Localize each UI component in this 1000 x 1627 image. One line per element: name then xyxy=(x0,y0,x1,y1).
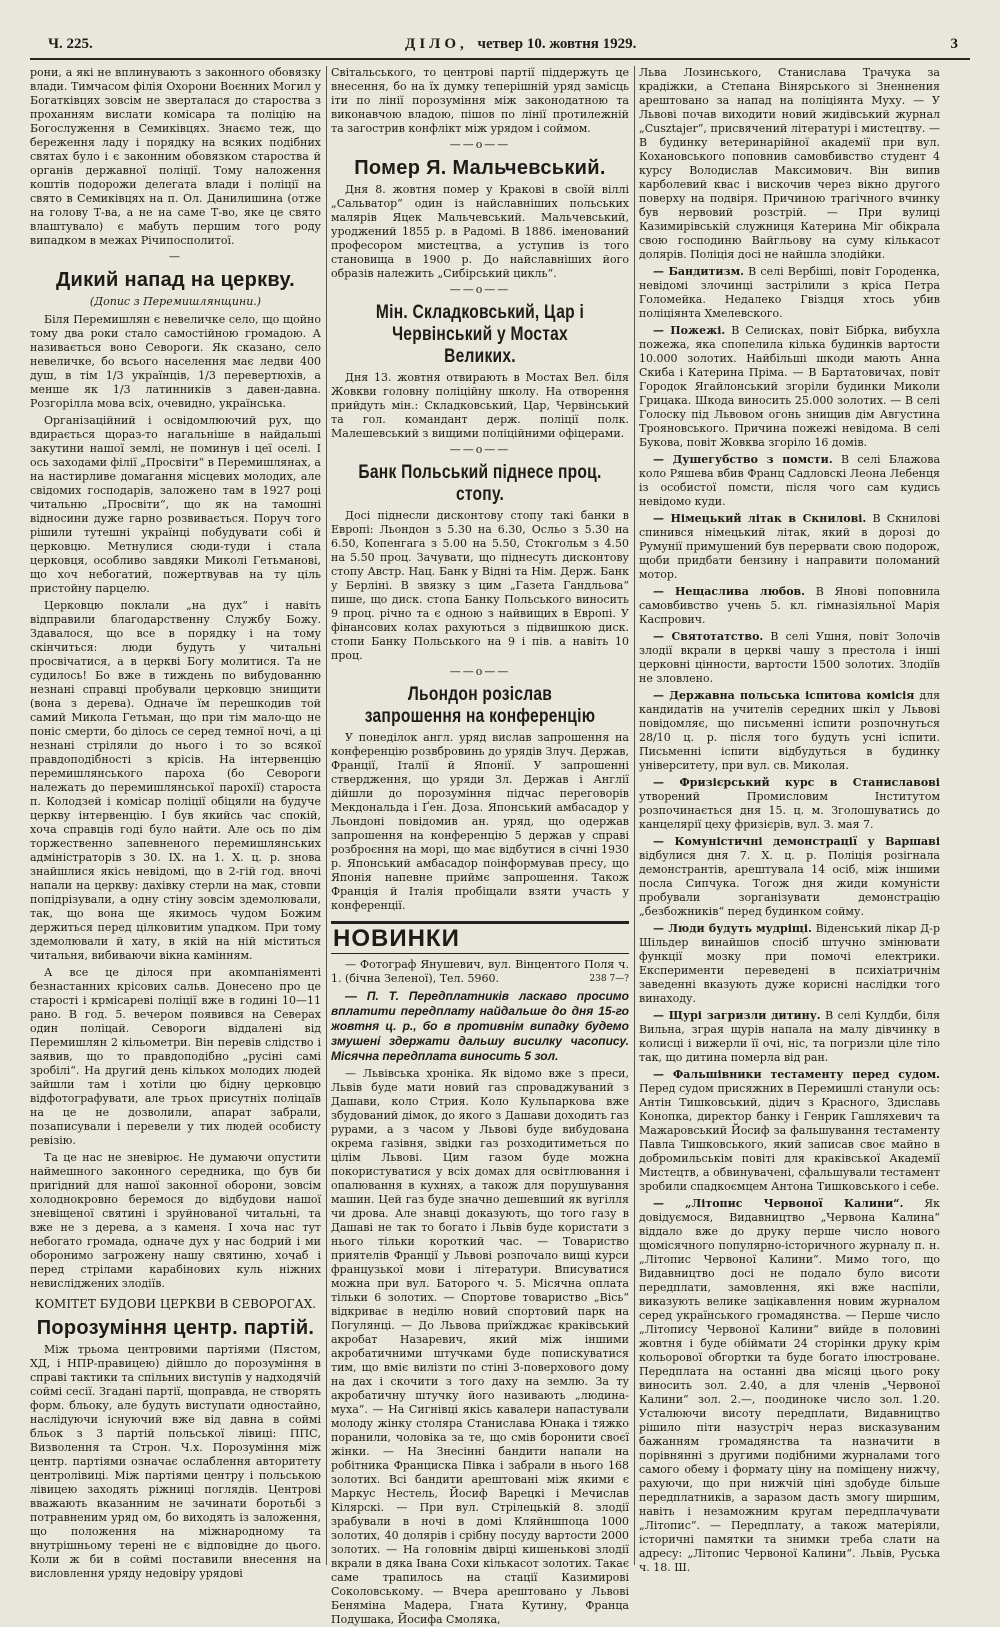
news-headline: — Святотатство. xyxy=(653,630,764,643)
article-continuation: Льва Лозинського, Станислава Трачука за крадіжки, а Степана Вінярського зі Зненнения арештовано за напад на поліціянта Муху. — У Львові почав виходити новий жидівський журнал „Cusztajer“, присвячений літературі і мистецтву. — В будинку ветеринарійної академії при вул. Кохановського поповнив самовбивство студент 4 курсу Володислав Максимович. Він випив карболевий квас і вискочив через вікно другого поверху на подвіря. Причиною трагічного вчинку був нервовий розстрій. — При вулиці Казимирівській служниця Катерина Міг обікрала свою господиню Вайгльову на суму кількасот долярів. Поліція досі не найшла злодійки. xyxy=(639,66,940,261)
news-text: В селі Кулдби, біля Вильна, зграя щурів напала на малу дівчинку в колисці і вижерли її очі, ніс, та погризли ціле тіло так, що дитина померла від ран. xyxy=(639,1009,941,1064)
article-paragraph: Дня 8. жовтня помер у Кракові в своїй віллі „Сальватор“ один із найславніших польських малярів Яцек Мальчевський. Мальчевський, уроджений 1855 р. в Радомі. В 1886. іменований професором мистецтва, а уступив із того становища в 1900 р. До найславніших його образів належить „Сибірський цикль“. xyxy=(331,183,629,280)
article-signature: КОМІТЕТ БУДОВИ ЦЕРКВИ В СЕВОРОГАХ. xyxy=(34,1297,317,1311)
news-text: В селі Блажова коло Ряшева вбив Франц Садловскі Леона Лебенця із особистої помсти, після чого сам кудись невідомо куди. xyxy=(639,453,941,508)
article-dateline: (Допис з Перемишлянщини.) xyxy=(89,295,262,308)
section-rubric: НОВИНКИ xyxy=(331,921,629,954)
news-item xyxy=(639,585,940,627)
article-title: Дикий напад на церкву. xyxy=(55,269,296,291)
news-item xyxy=(639,512,940,582)
news-item xyxy=(639,776,940,832)
news-item xyxy=(639,1197,940,1575)
subscriber-notice: — П. Т. Передплатників ласкаво просимо вплатити передплату найдальше до дня 15-го жовтня ц. р., бо в противнім випадку будемо змушені здержати дальшу висилку часопису. Місячна передплата виносить 5 зол. xyxy=(331,989,629,1063)
news-headline: — „Літопис Червоної Калини“. xyxy=(653,1197,904,1210)
news-headline: — Фальшівники тестаменту перед судом. xyxy=(653,1068,940,1081)
issue-number: Ч. 225. xyxy=(48,36,93,52)
column-1 xyxy=(30,66,321,1580)
page-number: 3 xyxy=(950,36,958,52)
advertisement xyxy=(331,958,629,986)
article-continuation: рони, а які не вплинувають з законного обовязку влади. Тимчасом філія Охорони Воєнних Могил у Богатківцях зовсім не зверталася до староства з проханням вислати комісара та поліцію на Богослуження в Семиківцях. Знаємо теж, що береження ладу і порядку на всяких подібних святах було і є законним обовязком староства й органів державної поліції. Тому наложення коштів подорожи делегата влади і поліції на свято в Семиківцях на п. Ол. Данилишина (отже на голову Т-ва, а не на саме Т-во, яке це свято влаштувало) є мабуть першим того роду випадком в межах Річипосполитої. xyxy=(30,66,321,247)
news-text: Віденський лікар Д-р Шільдер винайшов спосіб штучно змінювати функції мозку при помочі електрики. Експерименти переведені в психіатричнім заведенні вказують дуже корисні наслідки того винаходу. xyxy=(639,922,941,1005)
separator: — xyxy=(169,250,182,263)
article-title: Порозуміння центр. партій. xyxy=(36,1317,315,1339)
column-3 xyxy=(639,66,941,1574)
column-rule xyxy=(326,66,327,1565)
news-headline: — Люди будуть мудріщі. xyxy=(653,922,812,935)
news-item: — Львівська хроніка. Як відомо вже з преси, Львів буде мати новий газ спроваджуваний з Дашави, коло Стрия. Коло Кульпаркова вже збудований дімок, до якого з Дашави доходить газ рурами, а з часом у Львові буде вибудована окрема газівня, звідки газ розходитиметься по цілім Львові. Цим газом буде можна покористуватися у всіх домах для освітлювання і опалювання в кухнях, а також для порушування машин. Цей газ буде значно дешевший як вугілля чи дрова. Але знавці доказують, що того газу в Дашаві не так то богато і Львів буде користати з нього тільки короткий час. — Товариство приятелів Франції у Львові розпочало вищі курси французької мови і літератури. Вписуватися можна при вул. Баторого ч. 5. Місячна оплата тільки 6 золотих. — Спортове товариство „Вісь“ відкриває в неділю новий спортовий парк на Погулянці. — До Львова приїжджає краківський акробат Назаревич, який між іншими акробатичними штучками буде попискуватися тим, що вміє вилізти по стіні 3-поверхового дому на дах і скочити з того даху на землю. За ту акробатичну штучку його називають „людина-муха“. — На Сигнівці якісь кавалери напастували молоду жінку столяра Станислава Юнака і тяжко поранили, чоловіка за те, що смів боронити своєї жінки. — На Знесінні бандити напали на робітника Франциска Півка і забрали в нього 168 золотих. Всі бандити арештовані між якими є Маркус Нестель, Йосиф Варецкі і Мечислав Кілярскі. — При вул. Стрілецькій 8. злодії зрабували в ночі в домі Кляйншпоца 1000 золотих, 40 долярів і срібну посуду вартости 2000 золотих. — На головнім двірці кишенькові злодії вкрали в дяка Івана Сохи кількасот золотих. Такає саме трапилось на стації Казимирові Соколовському. — Вчера арештовано у Львові Беняміна Мадера, Гната Кутину, Франца Подушака, Йосифа Смоляка, xyxy=(331,1067,629,1626)
news-item xyxy=(639,835,940,919)
news-headline: — Щурі загризли дитину. xyxy=(653,1009,821,1022)
article-paragraph: Досі піднесли дисконтову стопу такі банки в Европі: Льондон з 5.30 на 6.30, Осльо з 5.30 на 6.50, Копенгага з 5.00 на 5.50, Стокгольм з 4.50 на 5.50 проц. Зачувати, що піднесуть дисконтову стопу Австр. Нац. Банк у Відні та Нім. Держ. Банк у Берліні. В звязку з цим „Газета Гандльова“ пише, що диск. стопа Банку Польського виносить 9 проц. річно та є одною з найвищих в Европі. У фінансових колах рахуються з підвишкою диск. стопи Банку Польського на 9 і пів. а навіть 10 проц. xyxy=(331,509,629,662)
news-text: Як довідуємося, Видавництво „Червона Калина“ віддало вже до друку перше число нового щомісячного популярно-історичного журналу п. н. „Літопис Червоної Калини“. Мимо того, що Видавництво досі не подало було висоти передплати, замовлення, які вже наспіли, виказують велике зацікавлення новим журналом серед українського громадянства. — Перше число „Літопису Червоної Калини“ вийде в половині жовтня і буде обіймати 24 сторінки друку крім кольорової обгортки та буде богато ілюстроване. Передплата на останні два місяці цього року виносить зол. 2.40, а для членів „Червоної Калини“ зол. 2.—, поодиноке число зол. 1.20. Усталюючи висоту передплати, Видавництво рішило піти назустріч нераз висказуваним бажанням громадянства та назначити в порівнянні з другими подібними журналами того самого обему і формату ціну на поміщену нижчу, рахуючи, що при нижчій ціні здобуде більше передплатників, а заразом дасть змогу ширшим, навіть і незаможним кругам передплачувати „Літопис“. — Передплату, а також матеріяли, історичні памятки та знимки треба слати на адресу: „Літопис Червоної Калини“. Львів, Руська ч. 18. Ш. xyxy=(639,1197,940,1574)
news-text: В селі Ушня, повіт Золочів злодії вкрали в церкві чашу з престола і інші церковні цінности, вартости 1500 золотих. Злодіїв не зловлено. xyxy=(639,630,941,685)
separator: ——o—— xyxy=(449,443,511,456)
column-2 xyxy=(331,66,629,1626)
article-paragraph: Біля Перемишлян є невеличке село, що щойно тому два роки стало самостійною громадою. А називається воно Севороги. Як сказано, село невеличке, бо всього населення має ледви 400 душ, в тім 1/3 українців, 1/3 перевертюхів, а менше як 1/3 латинників з давен-давна. Розгорілла мова всіх, очевидно, українська. xyxy=(30,313,321,410)
news-text: відбулися дня 7. Х. ц. р. Поліція розігнала демонстрантів, арештувала 14 осіб, між іншими посла Сипчука. Тогож дня жиди комуністи пробували зорганізувати демонстрацію „безбожників“ перед будинком сойму. xyxy=(639,849,940,918)
news-text: утворений Промисловим Інститутом розпочинається дня 15. ц. м. Зголошуватись до канцелярії цеху фризієрів, вул. З. мая 7. xyxy=(639,790,940,831)
news-headline: — Державна польська іспитова комісія xyxy=(653,689,915,702)
news-headline: — Нещаслива любов. xyxy=(653,585,806,598)
article-paragraph: Та це нас не зневірює. Не думаючи опустити наймешного законного середника, що був би пригідний для нашої законної оборони, зовсім холоднокровно беремося до відбудови нашої зневіщеної святині і зруйнованої читальні, та вже не з дерева, а з каменя. І хоча нас тут небогато громада, одначе дух у нас бодрий і ми оборонимо загрожену нашу святиню, хочаб і перед стрілами карабінових куль ніжних невисліджених злодіїв. xyxy=(30,1151,321,1290)
issue-date: четвер 10. жовтня 1929. xyxy=(477,36,637,52)
article-title: Банк Польський піднесе проц. стопу. xyxy=(358,462,602,505)
news-headline: — Душегубство з помсти. xyxy=(653,453,833,466)
news-text: В Селисках, повіт Бібрка, вибухла пожежа, яка спопелила кілька будинків вартости 10.000 золотих. Найбільші шкоди мають Анна Скиба і Катерина Пріма. — В Бартатовичах, повіт Городок Ягайлонський згоріли будинки Миколи Грицака. Шкода виносить 25.000 золотих. — В селі Голоску під Львовом огонь знищив дім Августина Трояновського. Причина пожежі невідома. В селі Букова, повіт Жовква згоріло 16 домів. xyxy=(639,324,940,449)
article-title: Мін. Складковський, Цар і Червінський у Мостах Великих. xyxy=(375,302,585,367)
masthead xyxy=(405,36,636,53)
page-header xyxy=(30,32,970,60)
newspaper-title: ДІЛО, xyxy=(405,36,468,52)
news-text: В селі Вербіші, повіт Городенка, невідомі злочинці застрілили з кріса Петра Голомейка. Недалеко Гвіздця хтось убив поліціянта Хмелевского. xyxy=(639,265,941,320)
news-item xyxy=(639,324,940,450)
ad-text: — Фотограф Янушевич, вул. Вінцентого Поля ч. 1. (бічна Зеленої), Тел. 5960. xyxy=(331,958,629,985)
article-title: Помер Я. Мальчевський. xyxy=(354,157,606,179)
news-text: Перед судом присяжних в Перемишлі станули ось: Антін Тишковський, дідич з Красного, Здиславь Конопка, директор банку і Генрик Гашляхевич та Мажаровський Йосиф за фальшування тестаменту Павла Тишковського, який записав своє майно в добромильськім повіті для краківської Академії Мистецтв, а обвинувачені, сфальшували тестамент зробили спадкоємцем Антона Тишковського і себе. xyxy=(639,1082,940,1193)
article-paragraph: Церковцю поклали „на дух“ і навіть відправили благодарственну Службу Божу. Здавалося, що все в порядку і на тому скінчиться: люди будуть у читальні просвічатися, а в церкві Богу молитися. Та не судилось! Бо вже в тиждень по вибудованню незнані справці пробували церковцю знищити (вона з дерева). Одначе їм перешкодив той самий Микола Гетьман, що при тім мало-що не поніс смерти, бо ділось се серед темної ночі, а ці незнані стріляли до нього і то зо всякої правдоподібності з крісів. На інтервенцію перемишлянського пароха (бо Севороги належать до перемишлянської парохії) староста п. Колодзей і комісар поліції обіцяли на будуче церкву інтервенцію. І був якийсь час спокій, хоча справців годі було найти. Але ось по дім торжественно запевненого перемишлянських адміністраторів з 30. IX. на 1. X. ц. р. знова знайшлися якісь невідомі, що в 2-гій год. вночі напали на церкву: дахівку стерли на мак, стовпи попідрізували, а одну стіну зовсім здемолювали, так, що вона ще якимось чудом Божим держиться перед цілковитим упадком. При тому здемолювали й хату, в якій на ній міститься читальня, вибиваючи вікна камінням. xyxy=(30,599,321,962)
news-item xyxy=(639,922,940,1006)
news-item xyxy=(639,1009,940,1065)
article-continuation: Світальського, то центрові партії піддержуть це внесення, бо на їх думку теперішній уряд замісць іти по лінії порозуміння між законодатною та виконавчою владою, пішов по лінії протилежній та загострив конфлікт між урядом і соймом. xyxy=(331,66,629,135)
article-paragraph: Дня 13. жовтня отвирають в Мостах Вел. біля Жовкви головну поліційну школу. На отворення прийдуть мін.: Складковський, Цар, Червінський та гол. командант держ. поліції полк. Малешевський з вищими поліційними офіцерами. xyxy=(331,371,629,440)
news-item xyxy=(639,453,940,509)
article-title: Льондон розіслав запрошення на конференцію xyxy=(364,684,596,727)
column-rule xyxy=(634,66,635,1565)
separator: ——o—— xyxy=(449,283,511,296)
article-paragraph: У понеділок англ. уряд вислав запрошення на конференцію розвбровинь до урядів Злуч. Держав, Франції, Італії й Японії. У запрошенні ствердження, що уряди Зл. Держав і Англії дійшли до порозуміння підчас переговорів Мекдональда і Ґен. Доза. Японський амбасадор у Льондоні повідомив ан. уряд, що одержав запрошення на конференцію 5 держав у справі розброєння на морі, що має відбутися в січні 1930 р. Японський амбасадор поінформував пресу, що Японія напевне приймє запрошення. Також Франція й Італія пробіщали взяти участь у конференції. xyxy=(331,731,629,912)
news-headline: — Комуністичні демонстрації у Варшаві xyxy=(653,835,940,848)
news-item xyxy=(639,630,940,686)
news-headline: — Німецький літак в Скнилові. xyxy=(653,512,867,525)
separator: ——o—— xyxy=(449,665,511,678)
news-text: В Скнилові спинився німецький літак, який в дорозі до Румунії примушений був перервати свою подорож, щоби придбати бензину і направити поломаний мотор. xyxy=(639,512,940,581)
separator: ——o—— xyxy=(449,138,511,151)
ad-code: 238 7—? xyxy=(589,974,629,984)
news-item xyxy=(639,689,940,773)
news-headline: — Бандитизм. xyxy=(653,265,744,278)
news-text: В Янові поповнила самовбивство учень 5. кл. гімназіяльної Марія Каспрович. xyxy=(639,585,941,626)
news-text: для кандидатів на учителів середних шкіл у Львові повідомляє, що письменні іспити розпочнуться 28/10 ц. р. після того будуть усні іспити. Письменні іспити відбудуться в будинку університету, при вул. св. Миколая. xyxy=(639,689,941,772)
news-item xyxy=(639,265,940,321)
article-paragraph: Між трьома центровими партіями (Пястом, ХД, і НПР-правицею) дійшло до порозуміння в справі тактики та спільних виступів у надходячій соймі сесії. Згадані партії, щоправда, не створять форм. бльоку, але будуть виступати одностайно, наслідуючи існуючий вже від давна в соймі бльок з 3 партій польської лівиці: ППС, Визволення та Строн. Ч.х. Порозуміння між центр. партіями означає ослаблення авторитету центролівиці. Між партіями центру і польською лівицею заходять ріжниці поглядів. Центрові вважають вказанним не зачинати боротьбі з потравненим уряд ом, бо виходять із заложення, що положення на міжнародному та внутрішньому терені не є відповідне до цього. Коли ж би в соймі поставили внесення на висловлення уряду недовіру урядові xyxy=(30,1343,321,1580)
article-paragraph: А все це ділося при акомпаніяменті безнастанних крісових сальв. Донесено про це старості і крмісареві поліції вже в годині 10—11 рано. В год. 5. вечером появився на Северах один поліцай. Севороги віддалені від Перемишлян 2 кільометри. Він перевів слідство і заявив, що то правдоподібно „русіні самі зробілі“. На другий день кількох молодих людей зайшли там і хотіли цю бідну церковцю відфотографувати, але трьох присутніх поліцаїв на це не дозволили, апарат забрали, позаписували і перевели у тих людей особисту ревізію. xyxy=(30,966,321,1147)
news-item xyxy=(639,1068,940,1194)
article-paragraph: Організаційний і освідомлюючий рух, що вдирається щораз-то нагальніше в найдальші закутини нашої землі, не поминув і цеї оселі. І ось заходами філії „Просвіти“ в Перемишлянах, а на настирливе домагання місцевих молодих, але свідомих господарів, заложено там в 1927 році читальню „Просвіти“, що як на тамошні відносини дуже гарно розвивається. Поруч того рішили тутешні українці побудувати собі й церковцю. Метнулися сюди-туди і стала церковця, особливо завдяки Миколі Гетьманові, що хоч небогатий, пожертвував на ту ціль пристойну парцелю. xyxy=(30,414,321,595)
news-headline: — Пожежі. xyxy=(653,324,726,337)
news-headline: — Фризієрський курс в Станиславові xyxy=(653,776,940,789)
